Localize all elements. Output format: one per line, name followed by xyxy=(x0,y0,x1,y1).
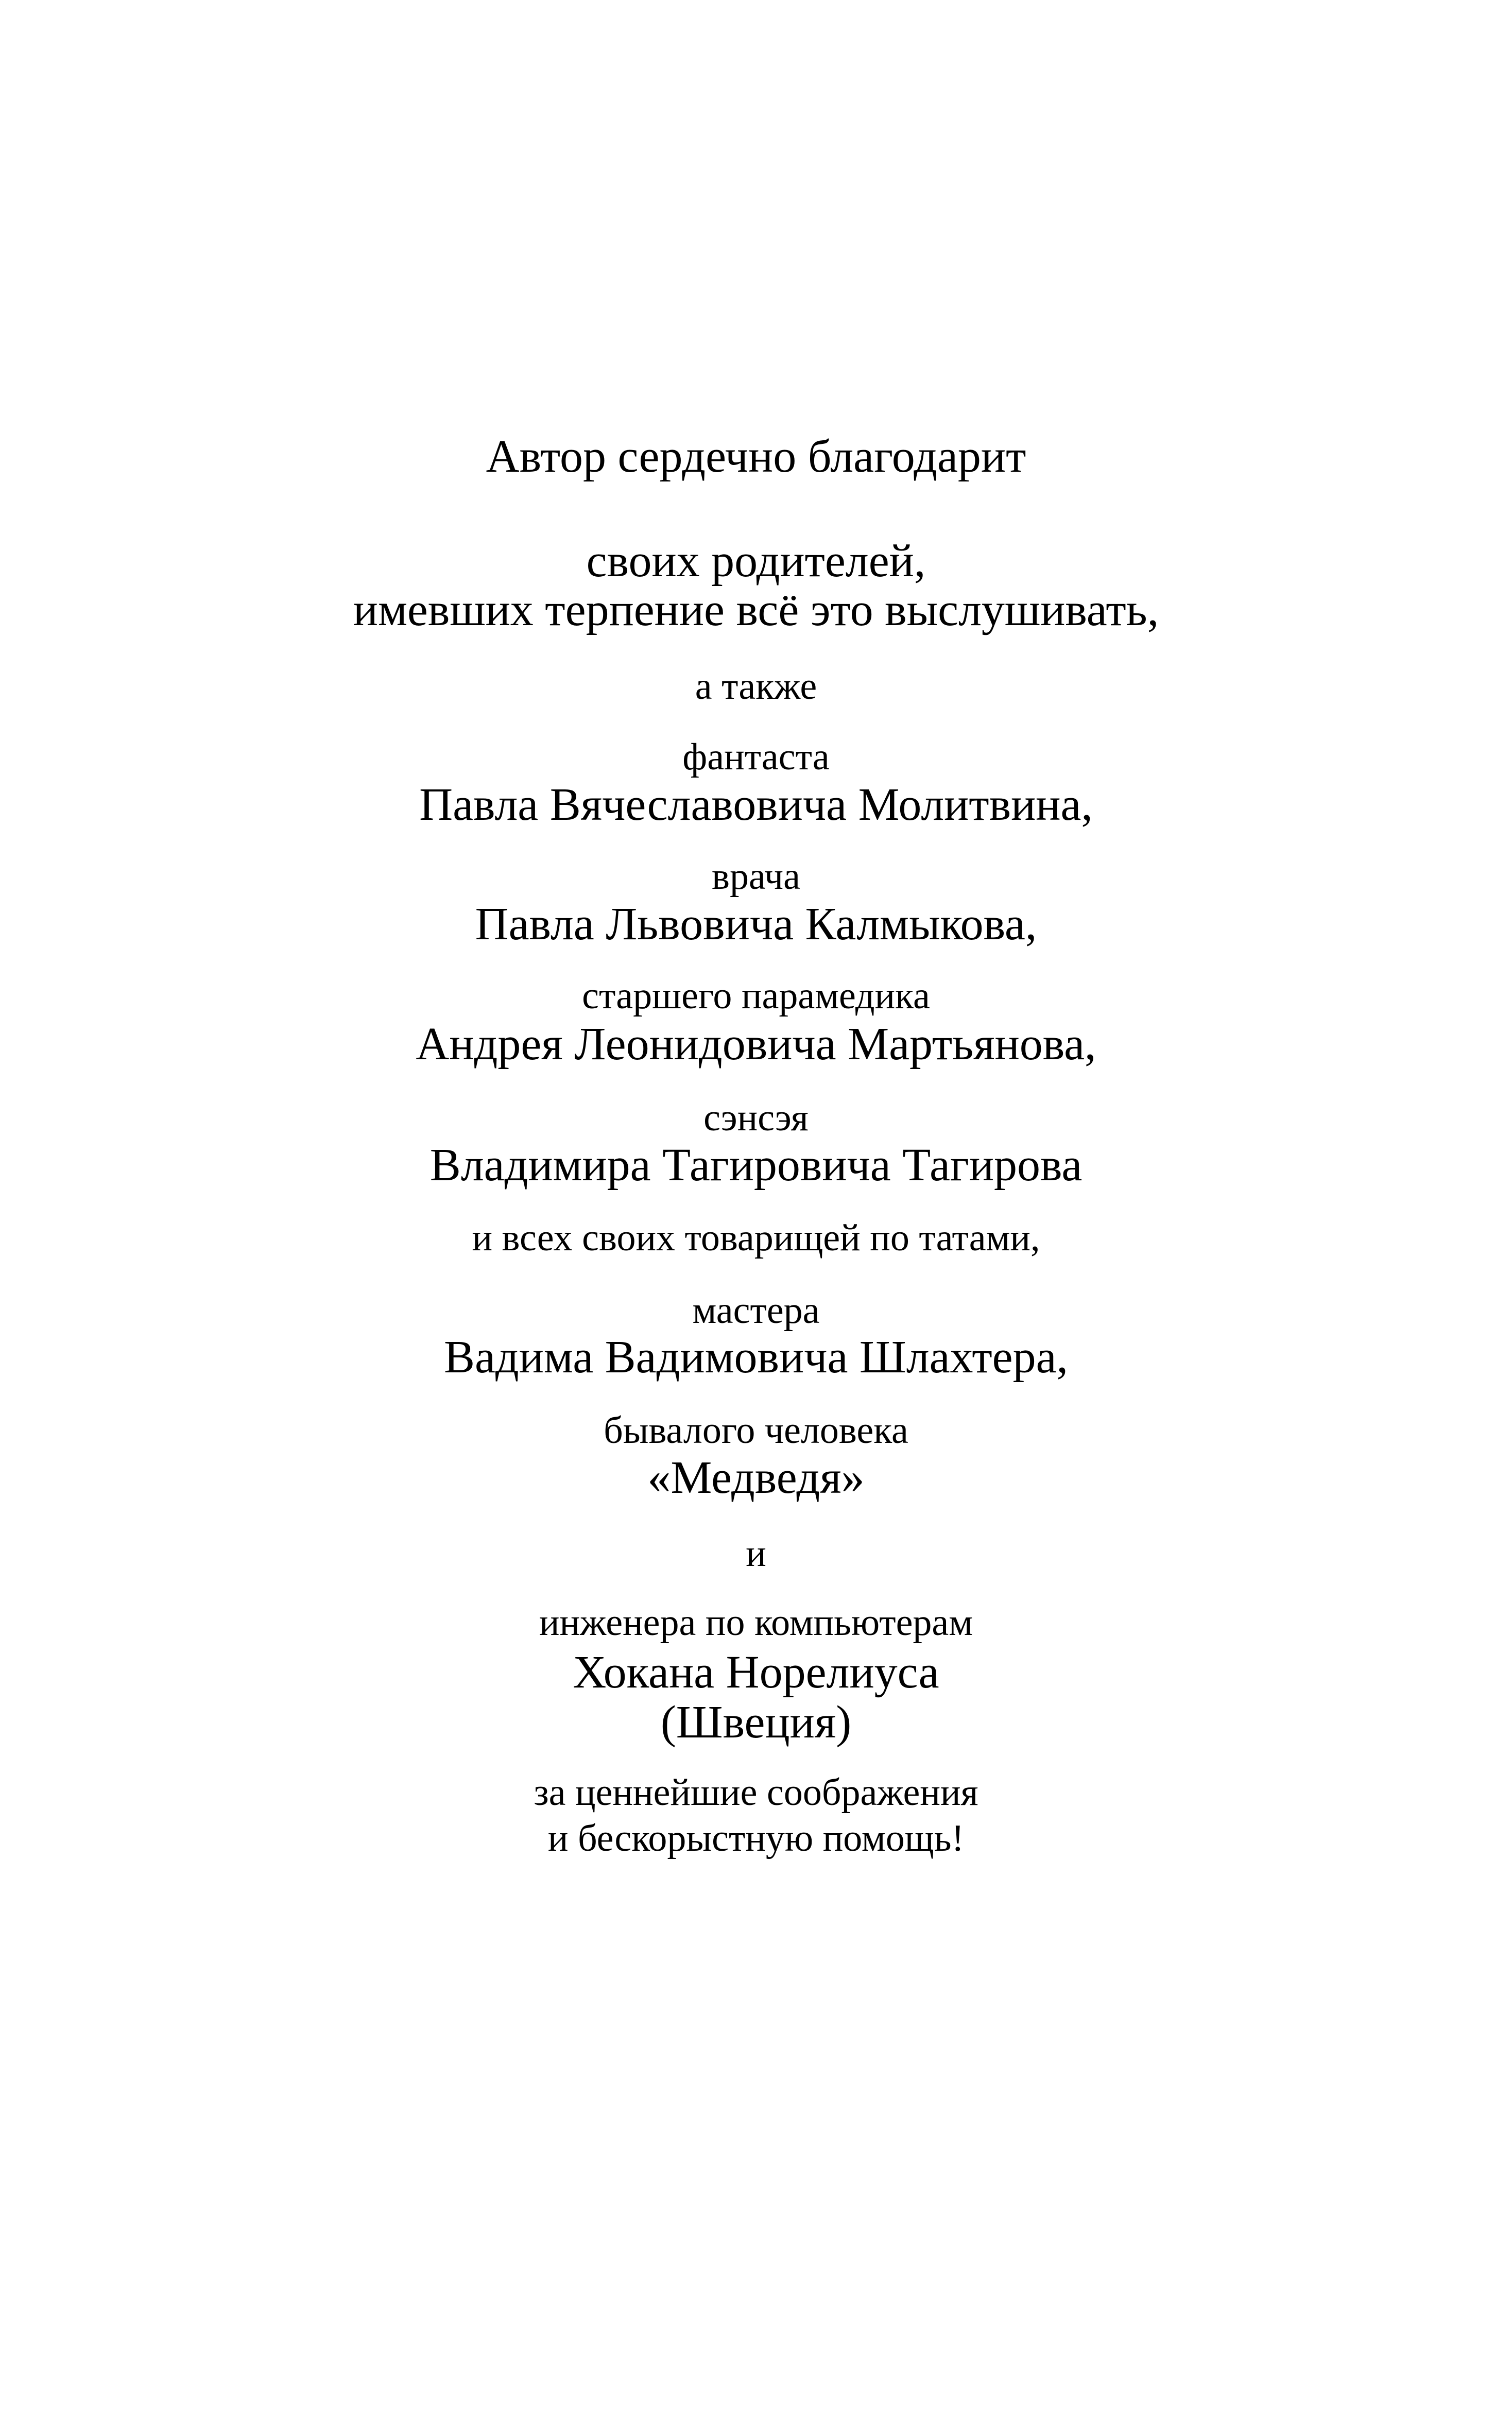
name-molitvin: Павла Вячеславовича Молитвина, xyxy=(419,779,1093,830)
role-experienced-man: бывалого человека xyxy=(604,1409,908,1452)
also-text: а также xyxy=(695,665,817,708)
name-shlakhter: Вадима Вадимовича Шлахтера, xyxy=(443,1332,1069,1383)
name-kalmykov: Павла Львовича Калмыкова, xyxy=(475,899,1037,950)
acknowledgments-heading: Автор сердечно благодарит xyxy=(486,431,1026,482)
closing-line-1: за ценнейшие соображения xyxy=(534,1771,978,1814)
country-sweden: (Швеция) xyxy=(660,1697,852,1748)
name-martyanov: Андрея Леонидовича Мартьянова, xyxy=(416,1019,1096,1070)
parents-line-2: имевших терпение всё это выслушивать, xyxy=(353,584,1159,635)
role-paramedic: старшего парамедика xyxy=(582,975,930,1017)
and-text: и xyxy=(746,1532,766,1575)
parents-line-1: своих родителей, xyxy=(586,536,926,587)
role-master: мастера xyxy=(692,1289,820,1332)
role-doctor: врача xyxy=(712,855,800,898)
tatami-comrades: и всех своих товарищей по татами, xyxy=(472,1217,1040,1259)
closing-line-2: и бескорыстную помощь! xyxy=(547,1817,965,1859)
name-medved: «Медведя» xyxy=(647,1452,865,1503)
name-norelius: Хокана Норелиуса xyxy=(573,1647,939,1698)
role-sci-fi-writer: фантаста xyxy=(682,736,830,778)
role-computer-engineer: инженера по компьютерам xyxy=(539,1602,973,1644)
name-tagirov: Владимира Тагировича Тагирова xyxy=(429,1140,1083,1191)
role-sensei: сэнсэя xyxy=(703,1097,809,1139)
